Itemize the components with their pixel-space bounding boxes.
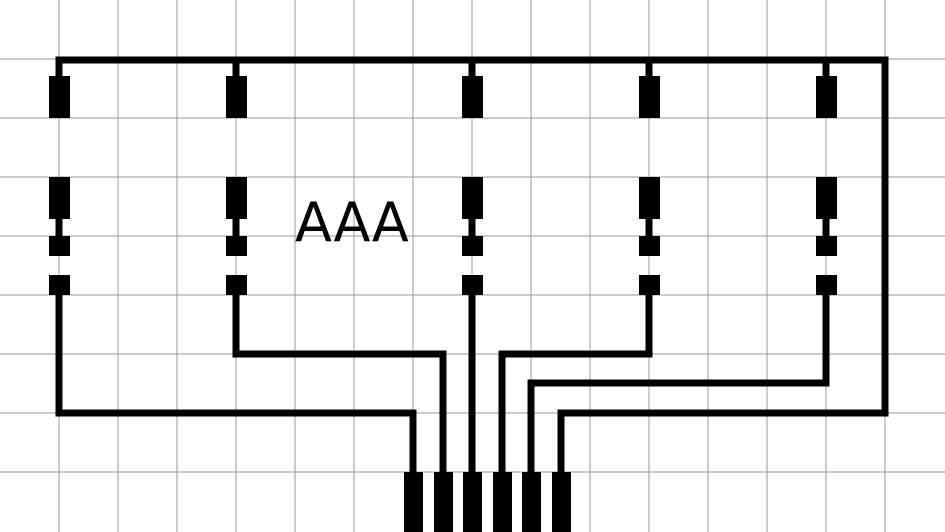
pad <box>49 76 70 118</box>
connector-pin <box>552 472 571 532</box>
pad <box>639 177 660 219</box>
pad <box>462 76 483 118</box>
diagram-label: AAA <box>295 191 409 254</box>
signal-trace-4 <box>502 290 649 500</box>
signal-trace-5 <box>531 290 826 500</box>
pad <box>462 275 483 295</box>
pad <box>462 236 483 256</box>
pad <box>226 236 247 256</box>
pad <box>226 76 247 118</box>
pad <box>639 236 660 256</box>
pad <box>816 76 837 118</box>
connector-pin <box>404 472 423 532</box>
pad <box>226 177 247 219</box>
pad <box>49 236 70 256</box>
connector-pin <box>434 472 453 532</box>
pad <box>639 76 660 118</box>
pad <box>226 275 247 295</box>
pad <box>639 275 660 295</box>
pad <box>462 177 483 219</box>
pad <box>49 177 70 219</box>
pad <box>816 275 837 295</box>
pad <box>816 236 837 256</box>
edge-connector <box>404 472 571 532</box>
pad <box>816 177 837 219</box>
connector-pin <box>522 472 541 532</box>
connector-pin <box>493 472 512 532</box>
connector-pin <box>463 472 482 532</box>
pad <box>49 275 70 295</box>
